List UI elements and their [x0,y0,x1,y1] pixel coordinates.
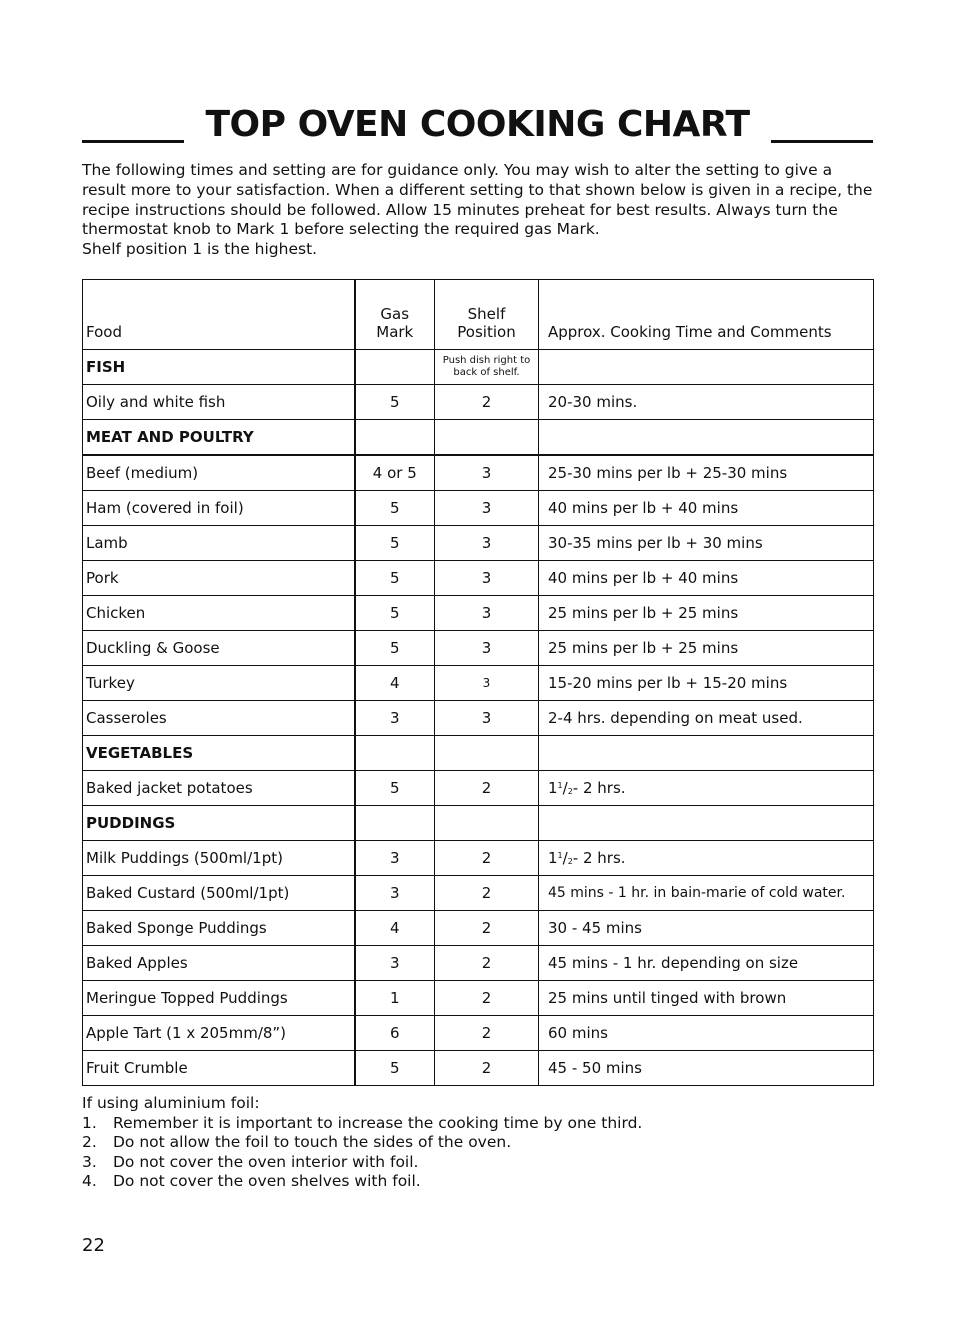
table-row [83,385,874,420]
food-cell: Pork [83,561,355,596]
gas-cell: 3 [355,946,435,981]
foil-notes-lead: If using aluminium foil: [82,1094,260,1112]
gas-cell: 5 [355,771,435,806]
table-cell [539,420,874,456]
gas-cell: 3 [355,701,435,736]
food-cell: Duckling & Goose [83,631,355,666]
gas-cell: 1 [355,981,435,1016]
list-item [82,1172,874,1192]
list-item-text: Do not cover the oven shelves with foil. [113,1172,421,1190]
table-row [83,701,874,736]
food-cell: Baked Sponge Puddings [83,911,355,946]
section-row-fish [83,350,874,385]
shelf-position-note: Shelf position 1 is the highest. [82,240,318,259]
shelf-cell: 2 [435,771,539,806]
table-cell [539,806,874,841]
table-row [83,946,874,981]
gas-cell: 5 [355,385,435,420]
food-cell: Turkey [83,666,355,701]
table-row [83,876,874,911]
time-cell: 30-35 mins per lb + 30 mins [539,526,874,561]
time-whole: 1 [548,849,558,867]
shelf-cell: 3 [435,491,539,526]
table-row [83,526,874,561]
cooking-chart-table [82,279,874,1086]
title-rule-right [771,140,873,143]
shelf-cell: 3 [435,701,539,736]
shelf-cell: 2 [435,876,539,911]
time-cell: 45 mins - 1 hr. depending on size [539,946,874,981]
page-number: 22 [82,1235,105,1256]
table-cell [435,806,539,841]
list-item [82,1153,874,1173]
shelf-cell: 3 [435,596,539,631]
table-row [83,561,874,596]
time-fraction-denominator: 2 [567,787,573,796]
table-row [83,911,874,946]
time-cell: 25 mins per lb + 25 mins [539,631,874,666]
food-cell: Lamb [83,526,355,561]
food-cell: Casseroles [83,701,355,736]
food-cell: Baked Custard (500ml/1pt) [83,876,355,911]
table-row [83,771,874,806]
foil-notes [82,1094,874,1192]
gas-cell: 3 [355,841,435,876]
time-cell: 40 mins per lb + 40 mins [539,561,874,596]
table-cell [355,350,435,385]
gas-cell: 3 [355,876,435,911]
time-cell: 30 - 45 mins [539,911,874,946]
list-item-text: Do not allow the foil to touch the sides of the oven. [113,1133,512,1151]
food-cell: Milk Puddings (500ml/1pt) [83,841,355,876]
table-cell [355,806,435,841]
food-cell: Beef (medium) [83,455,355,491]
header-comments: Approx. Cooking Time and Comments [539,280,874,350]
gas-cell: 4 or 5 [355,455,435,491]
table-header-row [83,280,874,350]
list-item-number: 4. [82,1172,97,1190]
shelf-cell: 2 [435,1051,539,1086]
foil-notes-list [82,1114,874,1192]
shelf-cell: 2 [435,1016,539,1051]
intro-text [82,161,874,260]
header-shelf-line1: Shelf [467,305,506,323]
table-row [83,455,874,491]
section-row-vegetables [83,736,874,771]
table-cell [539,350,874,385]
food-cell: Ham (covered in foil) [83,491,355,526]
table-cell [355,736,435,771]
table-row [83,596,874,631]
section-label-puddings: PUDDINGS [83,806,355,841]
fish-shelf-note-cell [435,350,539,385]
shelf-cell: 2 [435,385,539,420]
time-cell: 45 mins - 1 hr. in bain-marie of cold water. [539,876,874,911]
food-cell: Oily and white fish [83,385,355,420]
shelf-cell: 3 [435,455,539,491]
header-gas-mark [355,280,435,350]
food-cell: Baked Apples [83,946,355,981]
time-cell: 25 mins until tinged with brown [539,981,874,1016]
list-item-number: 3. [82,1152,97,1171]
table-cell [435,736,539,771]
header-gas-line1: Gas [380,305,410,323]
gas-cell: 6 [355,1016,435,1051]
gas-cell: 5 [355,526,435,561]
time-cell: $1^1/_2-$ 2 hrs. [539,771,874,806]
shelf-cell: 2 [435,841,539,876]
header-shelf-line2: Position [457,323,516,341]
list-item-number: 1. [82,1113,97,1132]
time-fraction-denominator: 2 [567,857,573,866]
fish-shelf-note: Push dish right to back of shelf. [442,355,531,378]
gas-cell: 5 [355,631,435,666]
table-row [83,631,874,666]
shelf-cell: 3 [435,631,539,666]
time-cell: 25-30 mins per lb + 25-30 mins [539,455,874,491]
shelf-cell: 2 [435,946,539,981]
time-cell: 2-4 hrs. depending on meat used. [539,701,874,736]
time-cell: 25 mins per lb + 25 mins [539,596,874,631]
time-rest: - 2 hrs. [572,779,626,797]
section-row-puddings [83,806,874,841]
time-cell: 15-20 mins per lb + 15-20 mins [539,666,874,701]
section-label-meat: MEAT AND POULTRY [83,420,355,456]
gas-cell: 5 [355,491,435,526]
table-row [83,1016,874,1051]
section-row-meat [83,420,874,456]
table-row [83,981,874,1016]
page-title: TOP OVEN COOKING CHART [205,104,750,145]
gas-cell: 5 [355,596,435,631]
food-cell: Apple Tart (1 x 205mm/8”) [83,1016,355,1051]
list-item [82,1133,874,1153]
section-label-vegetables: VEGETABLES [83,736,355,771]
header-shelf-position [435,280,539,350]
time-cell: 40 mins per lb + 40 mins [539,491,874,526]
time-whole: 1 [548,779,558,797]
list-item [82,1114,874,1134]
gas-cell: 5 [355,1051,435,1086]
gas-cell: 5 [355,561,435,596]
shelf-cell: 3 [435,666,539,701]
table-row [83,841,874,876]
intro-paragraph: The following times and setting are for guidance only. You may wish to alter the setting to give a result more to your satisfaction. When a different setting to that shown below is given in a recipe, the recipe instructions should be followed. Allow 15 minutes preheat for best results. Always turn the thermostat knob to Mark 1 before selecting the required gas Mark. [82,161,873,239]
time-cell: 45 - 50 mins [539,1051,874,1086]
food-cell: Fruit Crumble [83,1051,355,1086]
table-cell [435,420,539,456]
food-cell: Meringue Topped Puddings [83,981,355,1016]
shelf-cell: 3 [435,526,539,561]
table-row [83,666,874,701]
food-cell: Chicken [83,596,355,631]
table-cell [355,420,435,456]
table-row [83,491,874,526]
time-cell: 20-30 mins. [539,385,874,420]
header-food: Food [83,280,355,350]
gas-cell: 4 [355,666,435,701]
list-item-text: Remember it is important to increase the cooking time by one third. [113,1113,643,1132]
header-gas-line2: Mark [376,323,414,341]
title-row [82,100,873,150]
gas-cell: 4 [355,911,435,946]
time-fraction-numerator: 1 [557,781,563,790]
table-row [83,1051,874,1086]
shelf-cell: 3 [435,561,539,596]
list-item-number: 2. [82,1133,97,1151]
time-cell: $1^1/_2-$ 2 hrs. [539,841,874,876]
section-label-fish: FISH [83,350,355,385]
food-cell: Baked jacket potatoes [83,771,355,806]
time-rest: - 2 hrs. [572,849,626,867]
time-fraction-numerator: 1 [557,851,563,860]
list-item-text: Do not cover the oven interior with foil. [113,1152,419,1171]
shelf-cell: 2 [435,911,539,946]
table-cell [539,736,874,771]
time-cell: 60 mins [539,1016,874,1051]
shelf-cell: 2 [435,981,539,1016]
